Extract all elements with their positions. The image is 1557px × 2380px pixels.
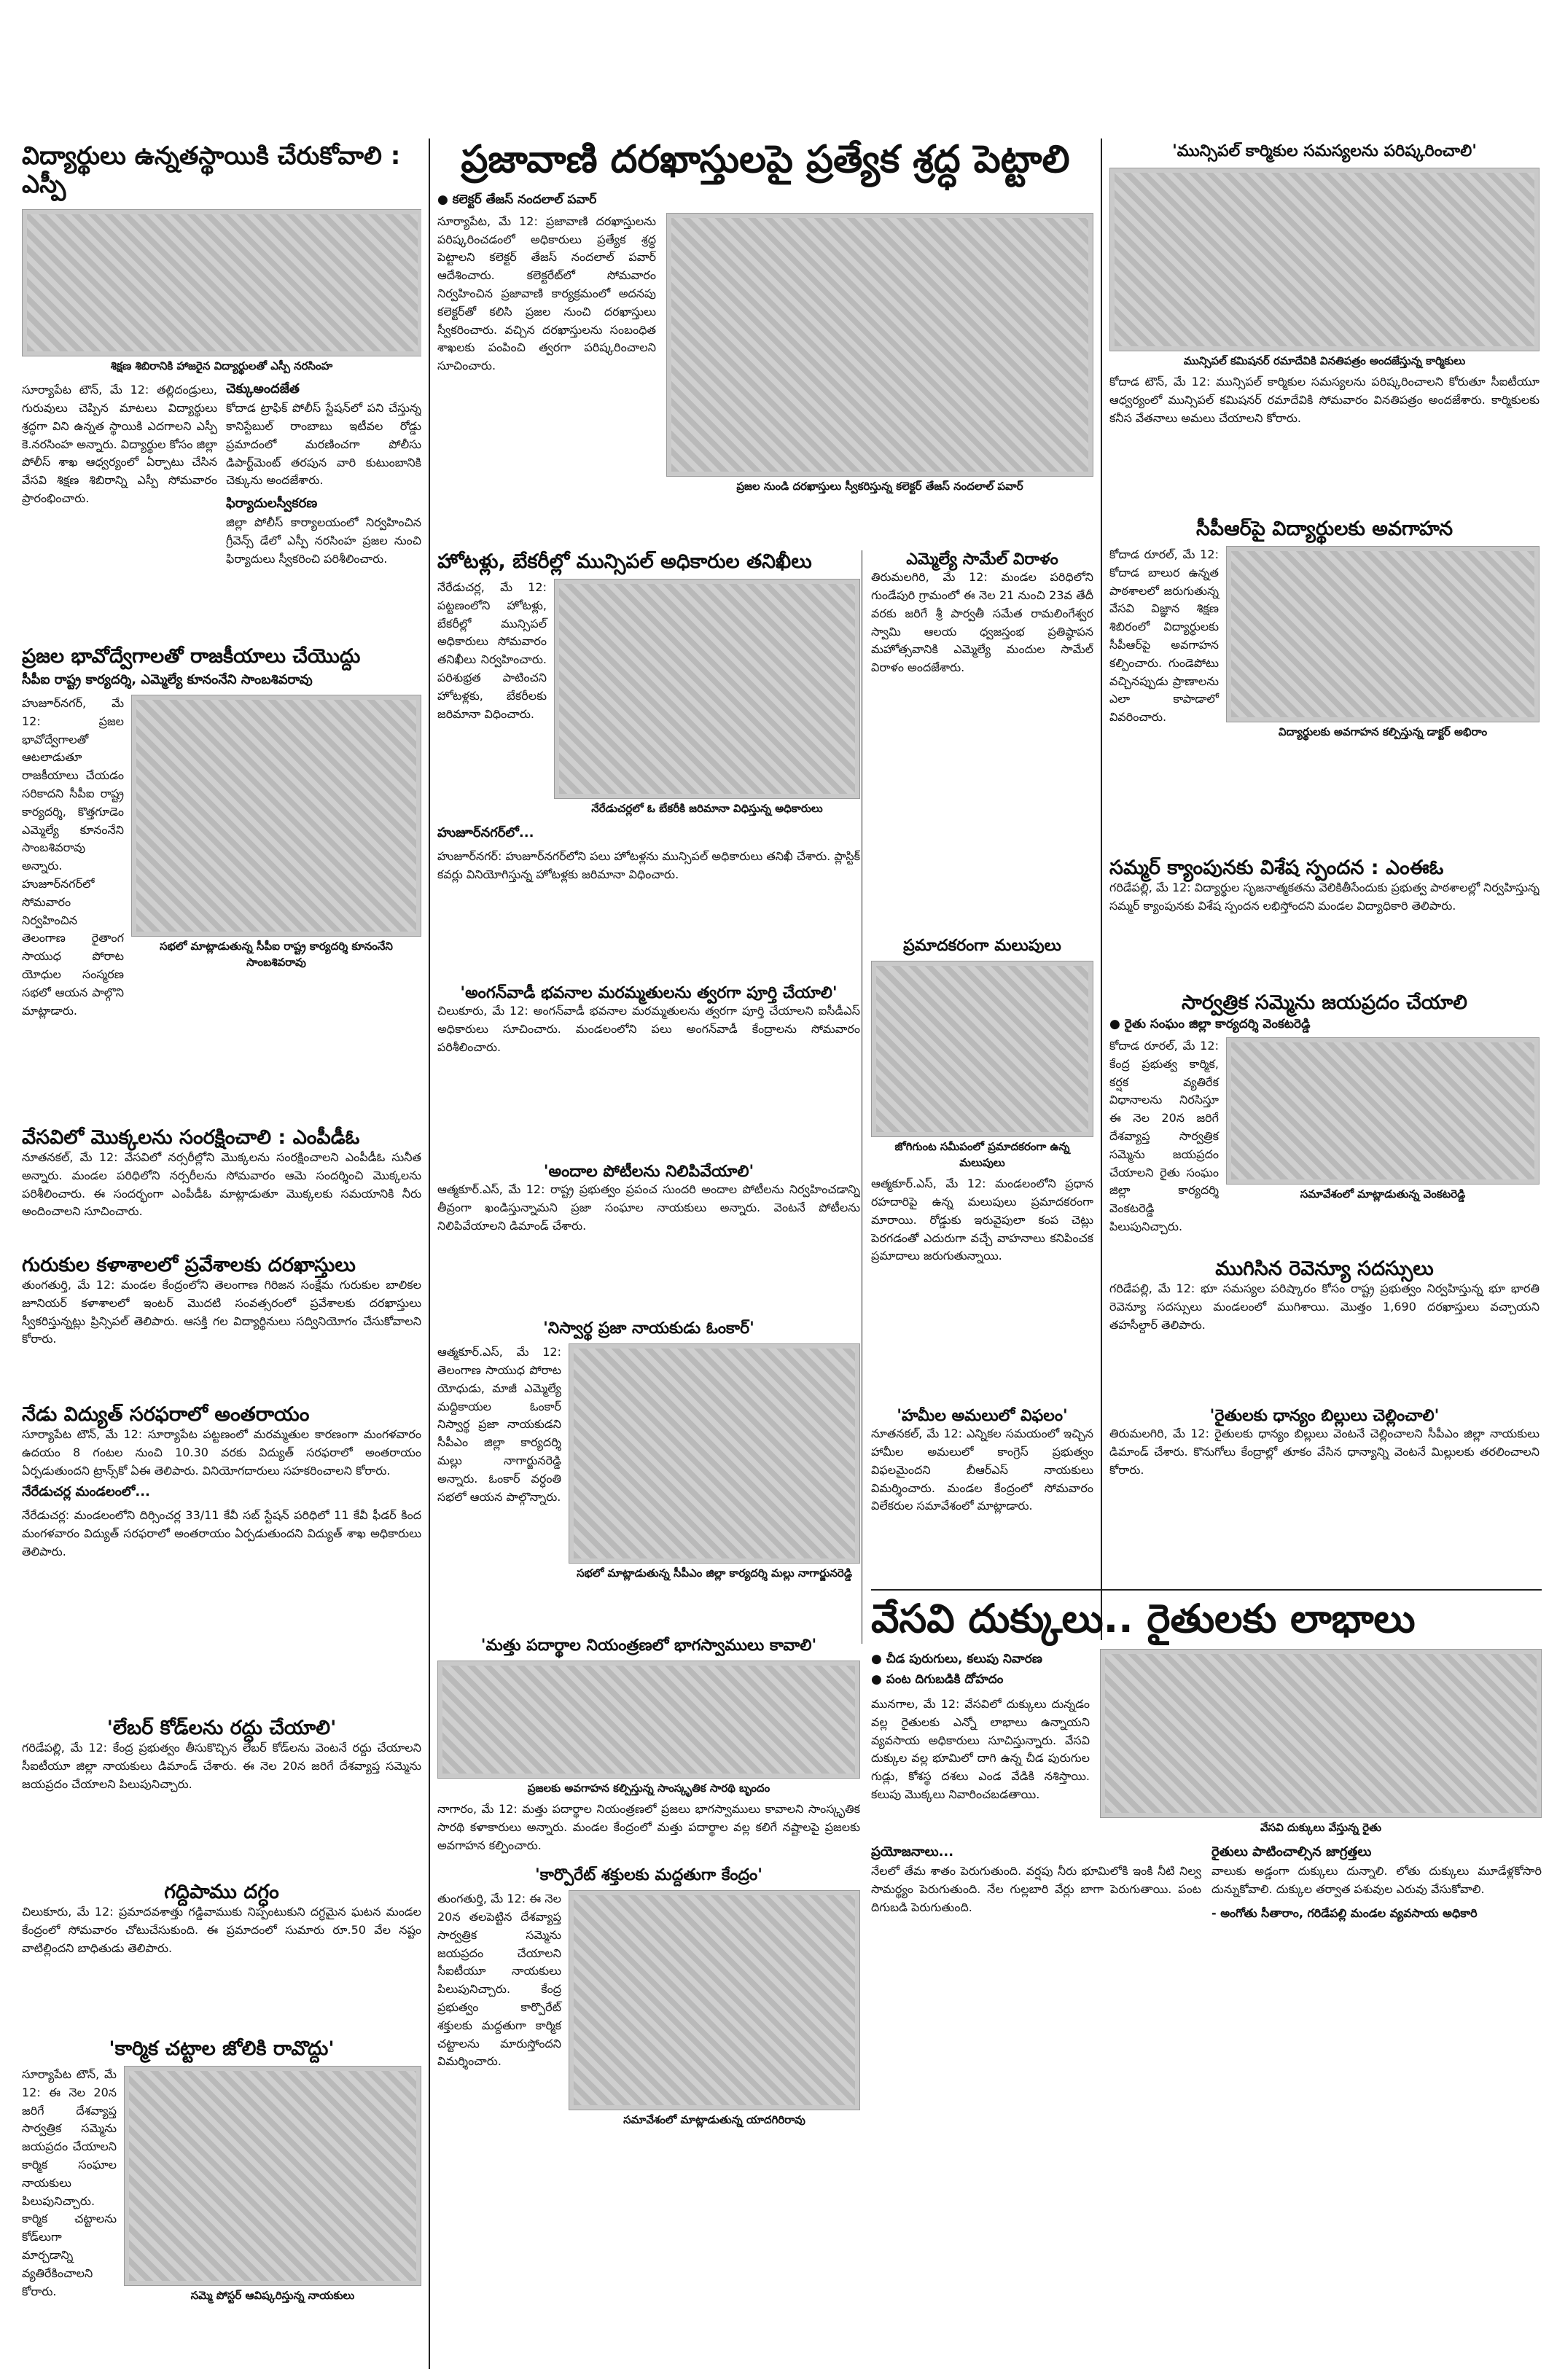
highlight-point: ● చీడ పురుగులు, కలుపు నివారణ [871, 1652, 1090, 1669]
byline: ● రైతు సంఘం జిల్లా కార్యదర్శి వెంకటరెడ్డి [1109, 1017, 1540, 1034]
headline: గురుకుల కళాశాలలో ప్రవేశాలకు దరఖాస్తులు [22, 1254, 356, 1276]
photo [1100, 1649, 1542, 1818]
headline: సమ్మర్ క్యాంపునకు విశేష స్పందన : ఎంఈఓ [1109, 857, 1444, 879]
photo-caption: జోగిగుంట సమీపంలో ప్రమాదకరంగా ఉన్న మలుపులు [894, 1140, 1070, 1170]
story-cpr-awareness [1109, 518, 1540, 853]
story-cpi-politics [22, 645, 421, 1119]
headline: ప్రజల భావోద్వేగాలతో రాజకీయాలు చేయొద్దు [22, 645, 361, 668]
photo-caption: ప్రజలకు అవగాహన కల్పిస్తున్న సాంస్కృతిక సారథి బృందం [527, 1782, 770, 1795]
photo-caption: సభలో మాట్లాడుతున్న సీపీఎం జిల్లా కార్యదర్శి మల్లు నాగార్జునరెడ్డి [577, 1566, 852, 1580]
headline: సీపీఆర్‌పై విద్యార్థులకు అవగాహన [1195, 518, 1453, 540]
story-body: చిలుకూరు, మే 12: ప్రమాదవశాత్తు గడ్డివాముకు నిప్పంటుకుని దగ్ధమైన ఘటన మండల కేంద్రంలో సోమవారం చోటుచేసుకుంది. ఈ ప్రమాదంలో సుమారు రూ.50 వేల నష్టం వాటిల్లిందని బాధితుడు తెలిపారు. [22, 1905, 421, 1955]
headline: 'అందాల పోటీలను నిలిపివేయాలి' [543, 1163, 754, 1181]
headline: 'మున్సిపల్ కార్మికుల సమస్యలను పరిష్కరించాలి' [1172, 142, 1477, 160]
story-revenue-sadassu [1109, 1257, 1540, 1403]
story-corporate [437, 1866, 860, 2369]
column-rule [1101, 138, 1102, 1640]
headline: 'కార్మిక చట్టాల జోలికి రావొద్దు' [109, 2037, 335, 2060]
subhead: రైతులు పాటించాల్సిన జాగ్రత్తలు [1211, 1844, 1372, 1860]
headline: 'అంగన్‌వాడీ భవనాల మరమ్మతులను త్వరగా పూర్తి చేయాలి' [460, 984, 838, 1002]
lead-headline: ప్రజావాణి దరఖాస్తులపై ప్రత్యేక శ్రద్ధ పెట్టాలి [461, 138, 1070, 182]
headline: నేడు విద్యుత్ సరఫరాలో అంతరాయం [22, 1403, 310, 1426]
photo [437, 1661, 860, 1779]
story-body: గరిడేపల్లి, మే 12: విద్యార్థుల సృజనాత్మకతను వెలికితీసేందుకు ప్రభుత్వ పాఠశాలల్లో నిర్వహిస్తున్న సమ్మర్ క్యాంపునకు విశేష స్పందన లభిస్తోందని మండల విద్యాధికారి తెలిపారు. [1109, 881, 1540, 913]
byline: ● కలెక్టర్ తేజస్ నందలాల్ పవార్ [437, 192, 1093, 210]
photo-caption: మున్సిపల్ కమిషనర్ రమాదేవికి వినతిపత్రం అందజేస్తున్న కార్మికులు [1183, 354, 1466, 368]
story-body: నేలలో తేమ శాతం పెరుగుతుంది. వర్షపు నీరు భూమిలోకి ఇంకి నీటి నిల్వ సామర్థ్యం పెరుగుతుంది. నేల గుల్లబారి వేర్లు బాగా పెరుగుతాయి. పంట దిగుబడి పెరుగుతుంది. [871, 1864, 1201, 1914]
photo-caption: సమ్మె పోస్టర్ ఆవిష్కరిస్తున్న నాయకులు [190, 2289, 355, 2303]
story-body: తిరుమలగిరి, మే 12: రైతులకు ధాన్యం బిల్లులు వెంటనే చెల్లించాలని సీపీఎం జిల్లా నాయకులు డిమాండ్ చేశారు. కొనుగోలు కేంద్రాల్లో తూకం వేసిన ధాన్యాన్ని వెంటనే మిల్లులకు తరలించాలని కోరారు. [1109, 1427, 1540, 1477]
headline: ఎమ్మెల్యే సామేల్ విరాళం [906, 550, 1058, 569]
photo-caption: సమావేశంలో మాట్లాడుతున్న వెంకటరెడ్డి [1300, 1187, 1466, 1201]
headline: వేసవిలో మొక్కలను సంరక్షించాలి : ఎంపీడీఓ [22, 1126, 360, 1149]
story-omkar [437, 1319, 860, 1633]
subheadline: నేరేడుచర్ల మండలంలో... [22, 1484, 150, 1500]
highlight-point: ● పంట దిగుబడికి దోహదం [871, 1672, 1090, 1690]
story-body: మునగాల, మే 12: వేసవిలో దుక్కులు దున్నడం వల్ల రైతులకు ఎన్నో లాభాలు ఉన్నాయని వ్యవసాయ అధికారులు సూచిస్తున్నారు. వేసవి దుక్కుల వల్ల భూమిలో దాగి ఉన్న చీడ పురుగుల గుడ్లు, కోశస్థ దశలు ఎండ వేడికి నశిస్తాయి. కలుపు మొక్కలు నివారించబడతాయి. [871, 1697, 1090, 1802]
story-sp-students [22, 142, 421, 645]
story-body: గరిడేపల్లి, మే 12: భూ సమస్యల పరిష్కారం కోసం రాష్ట్ర ప్రభుత్వం నిర్వహిస్తున్న భూ భారతి రెవెన్యూ సదస్సులు మండలంలో ముగిశాయి. మొత్తం 1,690 దరఖాస్తులు వచ్చాయని తహసీల్దార్ తెలిపారు. [1109, 1281, 1540, 1332]
photo [1109, 168, 1540, 351]
story-hotel-inspections [437, 550, 860, 980]
photo [22, 209, 421, 356]
story-body: చిలుకూరు, మే 12: అంగన్‌వాడీ భవనాల మరమ్మతులను త్వరగా పూర్తి చేయాలని ఐసీడీఎస్ అధికారులు సూచించారు. మండలంలోని పలు అంగన్‌వాడీ కేంద్రాలను సోమవారం పరిశీలించారు. [437, 1004, 860, 1054]
headline: ముగిసిన రెవెన్యూ సదస్సులు [1215, 1257, 1434, 1280]
photo-caption: సమావేశంలో మాట్లాడుతున్న యాదగిరిరావు [623, 2113, 805, 2127]
subhead: ప్రయోజనాలు... [871, 1844, 954, 1860]
headline: 'రైతులకు ధాన్యం బిల్లులు చెల్లించాలి' [1209, 1407, 1440, 1425]
byline: - అంగోతు సీతారాం, గరిడేపల్లి మండల వ్యవసాయ అధికారి [1211, 1905, 1478, 1920]
story-body: తిరుమలగిరి, మే 12: మండల పరిధిలోని గుండేపురి గ్రామంలో ఈ నెల 21 నుంచి 23వ తేదీ వరకు జరిగే శ్రీ పార్వతీ సమేత రామలింగేశ్వర స్వామి ఆలయ ధ్వజస్తంభ ప్రతిష్ఠాపన మహోత్సవానికి ఎమ్మెల్యే మందుల సామేల్ విరాళం అందజేశారు. [871, 570, 1093, 675]
photo [131, 695, 421, 937]
photo [124, 2066, 421, 2286]
story-body: కోదాడ ట్రాఫిక్ పోలీస్ స్టేషన్‌లో పని చేస్తున్న కానిస్టేబుల్ రాంబాబు ఇటీవల రోడ్డు ప్రమాదంలో మరణించగా పోలీసు డిపార్ట్‌మెంట్ తరపున వారి కుటుంబానికి చెక్కును అందజేశారు. [226, 401, 421, 488]
photo-caption: వేసవి దుక్కులు వేస్తున్న రైతు [1260, 1821, 1382, 1835]
story-prajavani-lead [437, 138, 1093, 547]
story-body: తుంగతుర్తి, మే 12: ఈ నెల 20న తలపెట్టిన దేశవ్యాప్త సార్వత్రిక సమ్మెను జయప్రదం చేయాలని సీఐటీయూ నాయకులు పిలుపునిచ్చారు. కేంద్ర ప్రభుత్వం కార్పొరేట్ శక్తులకు మద్దతుగా కార్మిక చట్టాలను మారుస్తోందని విమర్శించారు. [437, 1892, 561, 2069]
photo-caption: నేరేడుచర్లలో ఓ బేకరీకి జరిమానా విధిస్తున్న అధికారులు [591, 802, 823, 816]
photo [1226, 1037, 1540, 1185]
photo [666, 213, 1093, 477]
story-gurukul-admissions [22, 1254, 421, 1400]
section-rule [871, 1589, 1542, 1591]
story-body: ఆత్మకూర్.ఎస్, మే 12: తెలంగాణ సాయుధ పోరాట యోధుడు, మాజీ ఎమ్మెల్యే మద్దికాయల ఓంకార్ నిస్వార్థ ప్రజా నాయకుడని సీపీఎం జిల్లా కార్యదర్శి మల్లు నాగార్జునరెడ్డి అన్నారు. ఓంకార్ వర్ధంతి సభలో ఆయన పాల్గొన్నారు. [437, 1345, 561, 1504]
story-power-cut [22, 1403, 421, 1713]
photo [554, 579, 860, 799]
story-body: గరిడేపల్లి, మే 12: కేంద్ర ప్రభుత్వం తీసుకొచ్చిన లేబర్ కోడ్‌లను వెంటనే రద్దు చేయాలని సీఐటీయూ జిల్లా నాయకులు డిమాండ్ చేశారు. ఈ నెల 20న జరిగే దేశవ్యాప్త సమ్మెను జయప్రదం చేయాలని పిలుపునిచ్చారు. [22, 1741, 421, 1791]
story-body: నాగారం, మే 12: మత్తు పదార్థాల నియంత్రణలో ప్రజలు భాగస్వాములు కావాలని సాంస్కృతిక సారథి కళాకారులు అన్నారు. మండల కేంద్రంలో మత్తు పదార్థాల వల్ల కలిగే నష్టాలపై ప్రజలకు అవగాహన కల్పించారు. [437, 1802, 860, 1852]
story-dangerous-bends [871, 937, 1093, 1403]
story-body: హుజూర్‌నగర్: హుజూర్‌నగర్‌లోని పలు హోటళ్లను మున్సిపల్ అధికారులు తనిఖీ చేశారు. ప్లాస్టిక్ కవర్లు వినియోగిస్తున్న హోటళ్లకు జరిమానా విధించారు. [437, 849, 860, 881]
story-body: నేరేడుచర్ల: మండలంలోని దిర్సించర్ల 33/11 కేవీ సబ్ స్టేషన్ పరిధిలో 11 కేవీ ఫీడర్ కింద మంగళవారం విద్యుత్ సరఫరాలో అంతరాయం ఏర్పడుతుందని విద్యుత్ శాఖ అధికారులు తెలిపారు. [22, 1508, 421, 1559]
subheadline: సీపీఐ రాష్ట్ర కార్యదర్శి, ఎమ్మెల్యే కూనంనేని సాంబశివరావు [22, 672, 313, 688]
photo-caption: విద్యార్థులకు అవగాహన కల్పిస్తున్న డాక్టర్ అభిరాం [1278, 725, 1488, 739]
story-body: నూతనకల్, మే 12: ఎన్నికల సమయంలో ఇచ్చిన హామీల అమలులో కాంగ్రెస్ ప్రభుత్వం విఫలమైందని బీఆర్ఎస్ నాయకులు విమర్శించారు. మండల కేంద్రంలో సోమవారం విలేకరుల సమావేశంలో మాట్లాడారు. [871, 1427, 1093, 1513]
headline: 'మత్తు పదార్థాల నియంత్రణలో భాగస్వాములు కావాలి' [480, 1636, 817, 1655]
photo-caption: ప్రజల నుండి దరఖాస్తులు స్వీకరిస్తున్న కలెక్టర్ తేజస్ నందలాల్ పవార్ [736, 479, 1023, 493]
headline: హోటళ్లు, బేకరీల్లో మున్సిపల్ అధికారుల తనిఖీలు [437, 550, 812, 573]
story-labour-codes [22, 1717, 421, 1877]
headline: సార్వత్రిక సమ్మెను జయప్రదం చేయాలి [1182, 991, 1467, 1014]
story-body: ఆత్మకూర్.ఎస్, మే 12: రాష్ట్ర ప్రభుత్వం ప్రపంచ సుందరి అందాల పోటీలను నిర్వహించడాన్ని తీవ్రంగా ఖండిస్తున్నామని ప్రజా సంఘాల నాయకులు అన్నారు. వెంటనే పోటీలను నిలిపివేయాలని డిమాండ్ చేశారు. [437, 1182, 860, 1233]
story-labour-laws [22, 2037, 421, 2373]
story-mpdo-plants [22, 1126, 421, 1250]
story-summer-camp [1109, 857, 1540, 988]
feature-summer-ploughing [871, 1596, 1542, 2369]
story-body: జిల్లా పోలీస్ కార్యాలయంలో నిర్వహించిన గ్రీవెన్స్ డేలో ఎస్పీ నరసింహ ప్రజల నుంచి ఫిర్యాదులు స్వీకరించి పరిశీలించారు. [226, 515, 421, 566]
story-anganwadi [437, 984, 860, 1159]
column-rule [429, 138, 430, 2369]
headline: 'హమీల అమలులో విఫలం' [897, 1407, 1068, 1425]
story-beauty-pageant [437, 1163, 860, 1316]
photo-caption: సభలో మాట్లాడుతున్న సీపీఐ రాష్ట్ర కార్యదర్శి కూనంనేని సాంబశివరావు [160, 940, 393, 969]
headline: 'లేబర్ కోడ్‌లను రద్దు చేయాలి' [106, 1717, 337, 1739]
story-body: హుజూర్‌నగర్, మే 12: ప్రజల భావోద్వేగాలతో ఆటలాడుతూ రాజకీయాలు చేయడం సరికాదని సీపీఐ రాష్ట్ర కార్యదర్శి, కొత్తగూడెం ఎమ్మెల్యే కూనంనేని సాంబశివరావు అన్నారు. హుజూర్‌నగర్‌లో సోమవారం నిర్వహించిన తెలంగాణ రైతాంగ సాయుధ పోరాట యోధుల సంస్మరణ సభలో ఆయన పాల్గొని మాట్లాడారు. [22, 696, 124, 1018]
subheadline: హుజూర్‌నగర్‌లో... [437, 825, 534, 841]
story-body: కోదాడ టౌన్, మే 12: మున్సిపల్ కార్మికుల సమస్యలను పరిష్కరించాలని కోరుతూ సీఐటీయూ ఆధ్వర్యంలో మున్సిపల్ కమిషనర్ రమాదేవికి సోమవారం వినతిపత్రం అందజేశారు. కార్మికులకు కనీస వేతనాలు అమలు చేయాలని కోరారు. [1109, 375, 1540, 425]
column-left [22, 0, 421, 2380]
headline: 'కార్పొరేట్ శక్తులకు మద్దతుగా కేంద్రం' [535, 1866, 762, 1884]
photo [569, 1343, 860, 1564]
story-body: నేరేడుచర్ల, మే 12: పట్టణంలోని హోటళ్లు, బేకరీల్లో మున్సిపల్ అధికారులు సోమవారం తనిఖీలు నిర్వహించారు. పరిశుభ్రత పాటించని హోటళ్లకు, బేకరీలకు జరిమానా విధించారు. [437, 580, 547, 721]
headline: విద్యార్థులు ఉన్నతస్థాయికి చేరుకోవాలి : ఎస్పీ [22, 142, 401, 200]
photo [1226, 546, 1540, 722]
headline: గద్దిపాము దగ్ధం [164, 1881, 279, 1903]
story-body: సూర్యాపేట టౌన్, మే 12: తల్లిదండ్రులు, గురువులు చెప్పిన మాటలు విద్యార్థులు శ్రద్ధగా విని ఉన్నత స్థాయికి ఎదగాలని ఎస్పీ కె.నరసింహ అన్నారు. విద్యార్థుల కోసం జిల్లా పోలీస్ శాఖ ఆధ్వర్యంలో ఏర్పాటు చేసిన వేసవి శిక్షణ శిబిరాన్ని ఎస్పీ సోమవారం ప్రారంభించారు. [22, 383, 217, 505]
photo [871, 961, 1093, 1137]
story-body: తుంగతుర్తి, మే 12: మండల కేంద్రంలోని తెలంగాణ గిరిజన సంక్షేమ గురుకుల బాలికల జూనియర్ కళాశాలలో ఇంటర్ మొదటి సంవత్సరంలో ప్రవేశాలకు దరఖాస్తులు స్వీకరిస్తున్నట్లు ప్రిన్సిపల్ తెలిపారు. ఆసక్తి గల విద్యార్థినులు సద్వినియోగం చేసుకోవాలని కోరారు. [22, 1278, 421, 1346]
feature-headline: వేసవి దుక్కులు.. రైతులకు లాభాలు [871, 1596, 1416, 1642]
story-body: సూర్యాపేట టౌన్, మే 12: సూర్యాపేట పట్టణంలో మరమ్మతుల కారణంగా మంగళవారం ఉదయం 8 గంటల నుంచి 10.30 వరకు విద్యుత్ సరఫరాలో అంతరాయం ఏర్పడుతుందని ట్రాన్స్‌కో ఏఈ తెలిపారు. వినియోగదారులు సహకరించాలని కోరారు. [22, 1427, 421, 1478]
story-body: కోదాడ రూరల్, మే 12: కేంద్ర ప్రభుత్వ కార్మిక, కర్షక వ్యతిరేక విధానాలను నిరసిస్తూ ఈ నెల 20న జరిగే దేశవ్యాప్త సార్వత్రిక సమ్మెను జయప్రదం చేయాలని రైతు సంఘం జిల్లా కార్యదర్శి వెంకటరెడ్డి పిలుపునిచ్చారు. [1109, 1039, 1219, 1234]
story-drugs [437, 1636, 860, 1862]
story-body: ఆత్మకూర్.ఎస్, మే 12: మండలంలోని ప్రధాన రహదారిపై ఉన్న మలుపులు ప్రమాదకరంగా మారాయి. రోడ్డుకు ఇరువైపులా కంప చెట్లు పెరగడంతో ఎదురుగా వచ్చే వాహనాలు కనిపించక ప్రమాదాలు జరుగుతున్నాయి. [871, 1177, 1093, 1263]
photo [569, 1890, 860, 2110]
headline: 'నిస్వార్థ ప్రజా నాయకుడు ఓంకార్' [543, 1319, 754, 1338]
story-mla-donation [871, 550, 1093, 933]
story-body: నూతనకల్, మే 12: వేసవిలో నర్సరీల్లోని మొక్కలను సంరక్షించాలని ఎంపీడీఓ సునీత అన్నారు. మండల పరిధిలోని నర్సరీలను సోమవారం ఆమె సందర్శించి మొక్కలను పరిశీలించారు. ఈ సందర్భంగా ఎంపీడీఓ మాట్లాడుతూ మొక్కలకు సమయానికి నీరు అందించాలని సూచించారు. [22, 1150, 421, 1219]
headline: ప్రమాదకరంగా మలుపులు [903, 937, 1061, 955]
story-body: కోదాడ రూరల్, మే 12: కోదాడ బాలుర ఉన్నత పాఠశాలలో జరుగుతున్న వేసవి విజ్ఞాన శిక్షణ శిబిరంలో విద్యార్థులకు సీపీఆర్‌పై అవగాహన కల్పించారు. గుండెపోటు వచ్చినప్పుడు ప్రాణాలను ఎలా కాపాడాలో వివరించారు. [1109, 547, 1219, 725]
story-body: వాలుకు అడ్డంగా దుక్కులు దున్నాలి. లోతు దుక్కులు మూడేళ్లకోసారి దున్నుకోవాలి. దుక్కుల తర్వాత పశువుల ఎరువు వేసుకోవాలి. [1211, 1864, 1542, 1896]
story-municipal-workers [1109, 142, 1540, 514]
story-body: సూర్యాపేట, మే 12: ప్రజావాణి దరఖాస్తులను పరిష్కరించడంలో అధికారులు ప్రత్యేక శ్రద్ధ పెట్టాలని కలెక్టర్ తేజస్ నందలాల్ పవార్ ఆదేశించారు. కలెక్టరేట్‌లో సోమవారం నిర్వహించిన ప్రజావాణి కార్యక్రమంలో అదనపు కలెక్టర్‌తో కలిసి ప్రజల నుంచి దరఖాస్తులు స్వీకరించారు. వచ్చిన దరఖాస్తులను సంబంధిత శాఖలకు పంపించి త్వరగా పరిష్కరించాలని సూచించారు. [437, 214, 656, 373]
story-paddy-bills [1109, 1407, 1540, 1582]
subhead: చెక్కుఅందజేత [226, 381, 300, 397]
story-body: సూర్యాపేట టౌన్, మే 12: ఈ నెల 20న జరిగే దేశవ్యాప్త సార్వత్రిక సమ్మెను జయప్రదం చేయాలని కార్మిక సంఘాల నాయకులు పిలుపునిచ్చారు. కార్మిక చట్టాలను కోడ్‌లుగా మార్చడాన్ని వ్యతిరేకించాలని కోరారు. [22, 2067, 117, 2298]
subhead: ఫిర్యాదులస్వీకరణ [226, 496, 318, 512]
story-general-strike [1109, 991, 1540, 1254]
photo-caption: శిక్షణ శిబిరానికి హాజరైన విద్యార్థులతో ఎస్పీ నరసింహ [110, 359, 333, 373]
story-haystack-fire [22, 1881, 421, 2034]
